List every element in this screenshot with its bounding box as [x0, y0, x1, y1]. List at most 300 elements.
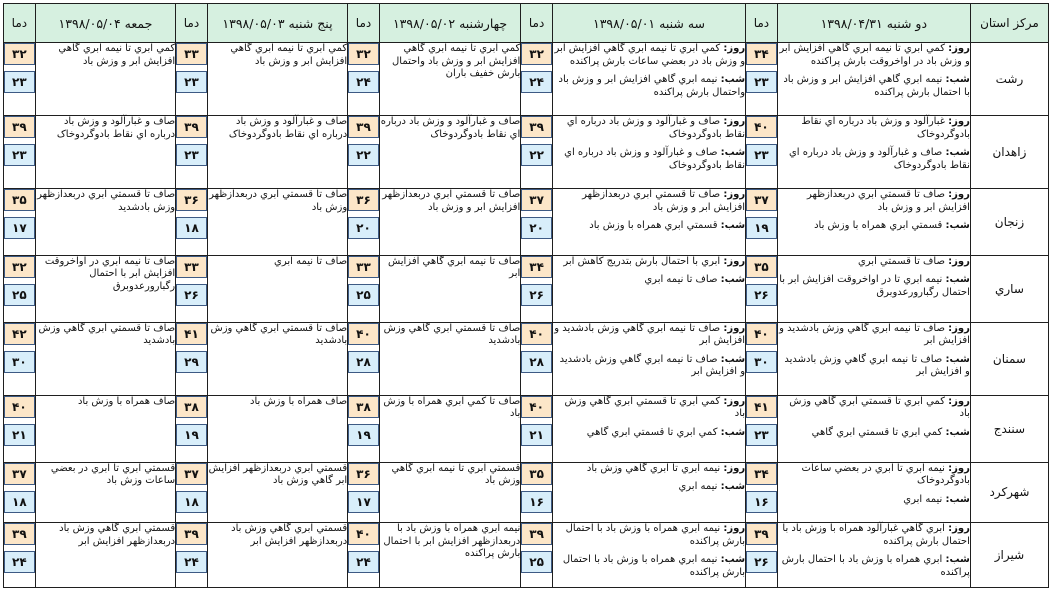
forecast-text: قسمتي ابري دربعدازظهر افزايش ابر گاهي وزش باد [208, 462, 348, 487]
forecast-text: صاف تا كمي ابري همراه با وزش باد [383, 395, 521, 420]
temperature-cell [746, 523, 778, 588]
forecast-description [552, 322, 745, 395]
forecast-description [777, 116, 970, 189]
temperature-cell [521, 322, 553, 395]
max-temperature: ۳۲ [4, 256, 35, 278]
temperature-cell [746, 395, 778, 462]
forecast-description [777, 462, 970, 523]
forecast-description [207, 255, 347, 322]
min-temperature: ۲۴ [521, 71, 552, 93]
night-forecast [778, 74, 970, 99]
forecast-text: صاف تا قسمتي ابري گاهي وزش بادشديد [383, 322, 521, 347]
temp-column-header: دما [176, 4, 208, 43]
max-temperature: ۴۱ [176, 323, 207, 345]
forecast-description [35, 189, 175, 256]
table-row [4, 189, 1049, 256]
temp-column-header: دما [348, 4, 380, 43]
day-forecast [778, 323, 970, 348]
temp-column-header: دما [521, 4, 553, 43]
day-label: روز: [723, 116, 746, 128]
night-label: شب: [720, 147, 746, 159]
table-row [4, 462, 1049, 523]
min-temperature: ۲۸ [348, 351, 379, 373]
max-temperature: ۳۲ [521, 43, 552, 65]
day-label: روز: [948, 322, 970, 334]
forecast-description [379, 189, 520, 256]
forecast-description [777, 395, 970, 462]
night-label: شب: [720, 220, 746, 232]
forecast-description [777, 189, 970, 256]
day-forecast-text: ابري با احتمال بارش بتدريج كاهش ابر [563, 255, 721, 267]
night-forecast-text: قسمتي ابري همراه با وزش باد [814, 220, 943, 232]
forecast-description [379, 43, 520, 116]
max-temperature: ۳۷ [4, 463, 35, 485]
temperature-cell [521, 255, 553, 322]
night-forecast-text: نيمه ابري گاهي افزايش ابر و وزش باد واحتمال بارش پراكنده [558, 74, 746, 98]
max-temperature: ۳۲ [4, 43, 35, 65]
max-temperature: ۴۰ [746, 116, 777, 138]
forecast-text: صاف تا قسمتي ابري گاهي وزش بادشديد [210, 322, 348, 347]
max-temperature: ۳۹ [176, 523, 207, 545]
forecast-text: صاف و غبارآلود و وزش باد درباره اي نقاط بادوگردوخاک [228, 116, 348, 140]
forecast-text: قسمتي ابري تا نيمه ابري گاهي وزش باد [391, 462, 521, 487]
min-temperature: ۲۳ [176, 71, 207, 93]
max-temperature: ۳۶ [176, 189, 207, 211]
night-forecast [778, 494, 970, 507]
day-forecast [778, 396, 970, 421]
forecast-description [35, 523, 175, 588]
night-label: شب: [945, 274, 970, 286]
day-forecast-text: صاف و غبارآلود و وزش باد درباره اي نقاط بادوگردوخاک [566, 116, 746, 140]
day-forecast [778, 116, 970, 141]
temperature-cell [176, 255, 208, 322]
day-forecast-text: نيمه ابري تا ابري در بعضي ساعات بادوگردوخاک [801, 462, 970, 487]
day-forecast [553, 523, 745, 548]
forecast-text: صاف همراه با وزش باد [77, 395, 176, 407]
day-header: جمعه ۱۳۹۸/۰۵/۰۴ [35, 4, 175, 43]
min-temperature: ۲۰ [521, 217, 552, 239]
max-temperature: ۳۹ [4, 116, 35, 138]
night-forecast [778, 354, 970, 379]
temperature-cell [746, 189, 778, 256]
night-forecast-text: نيمه ابري تا در اواخروقت افزايش ابر با احتمال رگبارورعدوبرق [779, 274, 970, 298]
forecast-text: صاف تا نيمه ابري در اواخروقت افزايش ابر با احتمال رگبارورعدوبرق [44, 255, 176, 292]
min-temperature: ۱۸ [176, 491, 207, 513]
min-temperature: ۲۹ [176, 351, 207, 373]
forecast-description [379, 322, 520, 395]
day-forecast-text: ابري گاهي غبارآلود همراه با وزش باد با احتمال بارش پراكنده [782, 523, 970, 547]
max-temperature: ۳۷ [176, 463, 207, 485]
temperature-cell [176, 322, 208, 395]
forecast-description [552, 255, 745, 322]
forecast-description [207, 189, 347, 256]
day-forecast-text: صاف تا قسمتي ابري دربعدازظهر افزايش ابر و وزش باد [582, 189, 746, 213]
night-forecast [553, 220, 745, 233]
temperature-cell [746, 322, 778, 395]
temperature-cell [521, 395, 553, 462]
forecast-text: قسمتي ابري تا ابري در بعضي ساعات وزش باد [50, 462, 176, 487]
night-forecast-text: نيمه ابري [678, 481, 718, 493]
max-temperature: ۴۰ [348, 523, 379, 545]
day-label: روز: [723, 322, 746, 334]
day-label: روز: [948, 255, 970, 267]
day-forecast-text: كمي ابري تا نيمه ابري گاهي افزايش ابر و وزش باد در اواخروقت بارش پراكنده [779, 43, 970, 67]
night-forecast [553, 554, 745, 579]
max-temperature: ۴۰ [348, 323, 379, 345]
night-forecast [553, 74, 745, 99]
forecast-description [777, 322, 970, 395]
max-temperature: ۴۰ [4, 396, 35, 418]
day-label: روز: [723, 43, 746, 54]
night-forecast-text: صاف تا نيمه ابري گاهي وزش بادشديد و افزايش ابر [784, 353, 970, 378]
min-temperature: ۲۳ [4, 144, 35, 166]
min-temperature: ۱۷ [4, 217, 35, 239]
forecast-description [379, 523, 520, 588]
forecast-description [552, 523, 745, 588]
day-header: سه شنبه ۱۳۹۸/۰۵/۰۱ [552, 4, 745, 43]
temperature-cell [4, 189, 36, 256]
temperature-cell [521, 189, 553, 256]
temperature-cell [521, 116, 553, 189]
day-forecast-text: صاف تا قسمتي ابري [857, 255, 945, 267]
night-label: شب: [945, 554, 970, 566]
temperature-cell [746, 43, 778, 116]
forecast-description [379, 255, 520, 322]
night-forecast [553, 274, 745, 287]
min-temperature: ۱۶ [746, 491, 777, 513]
day-forecast [778, 463, 970, 488]
night-forecast-text: نيمه ابري [903, 493, 943, 505]
forecast-text: قسمتي ابري گاهي وزش باد دربعدازظهر افزايش ابر [59, 523, 176, 547]
min-temperature: ۲۵ [348, 284, 379, 306]
day-forecast-text: كمي ابري تا قسمتي ابري گاهي وزش باد [789, 395, 970, 420]
temperature-cell [4, 322, 36, 395]
max-temperature: ۳۴ [746, 463, 777, 485]
day-label: روز: [948, 189, 970, 201]
forecast-description [35, 116, 175, 189]
day-forecast-text: صاف تا نيمه ابري گاهي وزش بادشديد و افزايش ابر [779, 322, 970, 347]
night-label: شب: [945, 426, 970, 438]
day-forecast [553, 116, 745, 141]
forecast-description [207, 116, 347, 189]
max-temperature: ۳۴ [746, 43, 777, 65]
night-label: شب: [720, 274, 746, 286]
day-label: روز: [723, 189, 746, 201]
day-label: روز: [948, 523, 970, 535]
night-forecast [553, 481, 745, 494]
min-temperature: ۲۴ [4, 551, 35, 573]
temperature-cell [176, 43, 208, 116]
forecast-description [379, 395, 520, 462]
province-name: سمنان [970, 322, 1048, 395]
day-forecast-text: غبارآلود و وزش باد درباره اي نقاط بادوگردوخاک [801, 116, 970, 140]
max-temperature: ۴۰ [521, 396, 552, 418]
temperature-cell [176, 116, 208, 189]
table-row [4, 322, 1049, 395]
day-label: روز: [723, 523, 746, 535]
night-label: شب: [720, 426, 746, 438]
province-name: سنندج [970, 395, 1048, 462]
temperature-cell [348, 523, 380, 588]
temperature-cell [348, 189, 380, 256]
forecast-text: صاف تا نيمه ابري [274, 255, 348, 267]
forecast-description [207, 322, 347, 395]
night-forecast [553, 354, 745, 379]
day-forecast [778, 256, 970, 269]
temperature-cell [348, 116, 380, 189]
day-forecast [553, 256, 745, 269]
forecast-description [35, 395, 175, 462]
max-temperature: ۴۰ [521, 323, 552, 345]
night-forecast-text: صاف و غبارآلود و وزش باد درباره اي نقاط بادوگردوخاک [564, 147, 746, 171]
night-forecast-text: نيمه ابري همراه با وزش باد با احتمال بارش پراكنده [562, 554, 746, 578]
forecast-description [552, 395, 745, 462]
day-label: روز: [948, 462, 970, 474]
night-forecast-text: صاف تا نيمه ابري گاهي وزش بادشديد و افزايش ابر [559, 353, 746, 378]
province-name: شهركرد [970, 462, 1048, 523]
forecast-text: صاف تا قسمتي ابري دربعدازظهر افزايش ابر و وزش باد [382, 189, 521, 213]
temperature-cell [176, 523, 208, 588]
min-temperature: ۲۳ [746, 144, 777, 166]
night-forecast-text: صاف تا نيمه ابري [644, 274, 718, 286]
max-temperature: ۴۲ [4, 323, 35, 345]
min-temperature: ۲۴ [176, 551, 207, 573]
forecast-text: كمي ابري تا نيمه ابري گاهي افزايش ابر و وزش باد واحتمال بارش خفيف باران [392, 43, 521, 79]
temperature-cell [746, 462, 778, 523]
day-forecast [778, 43, 970, 68]
night-forecast-text: صاف و غبارآلود و وزش باد درباره اي نقاط بادوگردوخاک [788, 147, 970, 171]
temp-column-header: دما [746, 4, 778, 43]
temperature-cell [348, 395, 380, 462]
night-label: شب: [720, 554, 746, 566]
temperature-cell [4, 395, 36, 462]
temperature-cell [176, 189, 208, 256]
max-temperature: ۳۴ [521, 256, 552, 278]
min-temperature: ۳۰ [746, 351, 777, 373]
max-temperature: ۳۹ [746, 523, 777, 545]
forecast-description [777, 43, 970, 116]
night-label: شب: [945, 147, 970, 159]
forecast-text: قسمتي ابري گاهي وزش باد دربعدازظهر افزايش ابر [231, 523, 348, 547]
max-temperature: ۳۲ [348, 43, 379, 65]
max-temperature: ۳۵ [746, 256, 777, 278]
forecast-description [207, 43, 347, 116]
max-temperature: ۳۳ [348, 256, 379, 278]
temperature-cell [521, 43, 553, 116]
day-header: پنج شنبه ۱۳۹۸/۰۵/۰۳ [207, 4, 347, 43]
min-temperature: ۲۳ [176, 144, 207, 166]
forecast-description [552, 462, 745, 523]
temperature-cell [176, 395, 208, 462]
day-label: روز: [723, 462, 746, 474]
forecast-text: صاف همراه با وزش باد [249, 395, 348, 407]
night-forecast [778, 554, 970, 579]
table-row [4, 116, 1049, 189]
day-forecast-text: نيمه ابري تا ابري گاهي وزش باد [586, 462, 721, 474]
min-temperature: ۲۳ [746, 71, 777, 93]
min-temperature: ۲۱ [4, 424, 35, 446]
night-label: شب: [945, 74, 970, 85]
day-label: روز: [948, 43, 970, 54]
min-temperature: ۲۲ [348, 144, 379, 166]
forecast-description [379, 116, 520, 189]
day-forecast [553, 43, 745, 68]
forecast-description [207, 523, 347, 588]
day-label: روز: [723, 255, 746, 267]
day-forecast [778, 189, 970, 214]
night-forecast [553, 147, 745, 172]
night-forecast-text: قسمتي ابري همراه با وزش باد [589, 220, 718, 232]
min-temperature: ۱۷ [348, 491, 379, 513]
temperature-cell [4, 523, 36, 588]
min-temperature: ۱۹ [176, 424, 207, 446]
temperature-cell [348, 43, 380, 116]
forecast-description [35, 255, 175, 322]
forecast-description [552, 43, 745, 116]
forecast-description [777, 255, 970, 322]
temperature-cell [348, 322, 380, 395]
day-forecast-text: كمي ابري تا قسمتي ابري گاهي وزش باد [564, 395, 746, 420]
forecast-description [552, 116, 745, 189]
temperature-cell [176, 462, 208, 523]
province-name: ساري [970, 255, 1048, 322]
day-forecast [553, 396, 745, 421]
max-temperature: ۳۹ [521, 523, 552, 545]
forecast-description [35, 322, 175, 395]
temperature-cell [746, 116, 778, 189]
day-label: روز: [948, 395, 970, 407]
day-label: روز: [723, 395, 746, 407]
min-temperature: ۲۶ [176, 284, 207, 306]
max-temperature: ۳۹ [4, 523, 35, 545]
temp-column-header: دما [4, 4, 36, 43]
max-temperature: ۴۰ [746, 323, 777, 345]
min-temperature: ۱۸ [176, 217, 207, 239]
day-header: دو شنبه ۱۳۹۸/۰۴/۳۱ [777, 4, 970, 43]
forecast-description [35, 43, 175, 116]
night-forecast [778, 427, 970, 440]
day-label: روز: [948, 116, 970, 128]
max-temperature: ۳۷ [746, 189, 777, 211]
province-name: زنجان [970, 189, 1048, 256]
forecast-text: نيمه ابري همراه با وزش باد با دربعدازظهر افزايش ابر با احتمال بارش پراكنده [383, 523, 521, 560]
forecast-description [552, 189, 745, 256]
day-forecast [553, 189, 745, 214]
forecast-table [3, 3, 1049, 588]
night-label: شب: [945, 353, 970, 365]
forecast-text: صاف و غبارآلود و وزش باد درباره اي نقاط بادوگردوخاک [380, 116, 521, 140]
min-temperature: ۱۸ [4, 491, 35, 513]
night-forecast-text: كمي ابري تا قسمتي ابري گاهي [586, 426, 718, 438]
min-temperature: ۲۰ [348, 217, 379, 239]
min-temperature: ۲۵ [4, 284, 35, 306]
max-temperature: ۳۵ [521, 463, 552, 485]
day-forecast-text: صاف تا نيمه ابري گاهي وزش بادشديد و افزايش ابر [554, 322, 746, 347]
max-temperature: ۳۵ [4, 189, 35, 211]
forecast-description [379, 462, 520, 523]
min-temperature: ۲۳ [746, 424, 777, 446]
max-temperature: ۳۹ [348, 116, 379, 138]
min-temperature: ۳۰ [4, 351, 35, 373]
night-forecast-text: ابري همراه با وزش باد با احتمال بارش پراكنده [781, 554, 970, 578]
night-label: شب: [720, 353, 746, 365]
province-name: شيراز [970, 523, 1048, 588]
max-temperature: ۳۸ [176, 396, 207, 418]
max-temperature: ۴۱ [746, 396, 777, 418]
temperature-cell [348, 462, 380, 523]
day-header: چهارشنبه ۱۳۹۸/۰۵/۰۲ [379, 4, 520, 43]
min-temperature: ۲۸ [521, 351, 552, 373]
table-row [4, 255, 1049, 322]
province-name: زاهدان [970, 116, 1048, 189]
day-forecast [778, 523, 970, 548]
min-temperature: ۲۶ [521, 284, 552, 306]
max-temperature: ۳۹ [176, 116, 207, 138]
temperature-cell [521, 462, 553, 523]
header-row [4, 4, 1049, 43]
temperature-cell [4, 255, 36, 322]
min-temperature: ۲۶ [746, 551, 777, 573]
table-row [4, 43, 1049, 116]
forecast-description [207, 395, 347, 462]
min-temperature: ۲۳ [4, 71, 35, 93]
forecast-description [207, 462, 347, 523]
temperature-cell [4, 43, 36, 116]
province-column-header: مرکز استان [970, 4, 1048, 43]
forecast-text: كمي ابري تا نيمه ابري گاهي افزايش ابر و وزش باد [58, 43, 176, 67]
max-temperature: ۳۹ [521, 116, 552, 138]
max-temperature: ۳۳ [176, 256, 207, 278]
day-forecast [553, 463, 745, 476]
night-label: شب: [720, 74, 746, 85]
max-temperature: ۳۷ [521, 189, 552, 211]
forecast-rows [4, 43, 1049, 588]
forecast-description [35, 462, 175, 523]
day-forecast-text: صاف تا قسمتي ابري دربعدازظهر افزايش ابر و وزش باد [806, 189, 970, 213]
night-forecast-text: كمي ابري تا قسمتي ابري گاهي [811, 426, 943, 438]
forecast-text: صاف تا قسمتي ابري دربعدازظهر وزش باد [209, 189, 348, 213]
forecast-description [777, 523, 970, 588]
min-temperature: ۱۹ [348, 424, 379, 446]
temperature-cell [521, 523, 553, 588]
forecast-text: صاف تا قسمتي ابري گاهي وزش بادشديد [38, 322, 176, 347]
min-temperature: ۲۴ [348, 551, 379, 573]
table-row [4, 523, 1049, 588]
min-temperature: ۱۹ [746, 217, 777, 239]
temperature-cell [4, 462, 36, 523]
forecast-text: صاف تا نيمه ابري گاهي افزايش ابر [387, 255, 521, 280]
day-forecast-text: نيمه ابري همراه با وزش باد با احتمال بارش پراكنده [565, 523, 746, 547]
min-temperature: ۲۵ [521, 551, 552, 573]
night-forecast [778, 220, 970, 233]
min-temperature: ۱۶ [521, 491, 552, 513]
min-temperature: ۲۶ [746, 284, 777, 306]
night-forecast [778, 147, 970, 172]
max-temperature: ۳۳ [176, 43, 207, 65]
temperature-cell [4, 116, 36, 189]
max-temperature: ۳۶ [348, 189, 379, 211]
max-temperature: ۳۶ [348, 463, 379, 485]
night-label: شب: [945, 220, 970, 232]
forecast-text: كمي ابري تا نيمه ابري گاهي افزايش ابر و وزش باد [230, 43, 348, 67]
forecast-text: صاف و غبارآلود و وزش باد درباره اي نقاط بادوگردوخاک [56, 116, 176, 140]
min-temperature: ۲۲ [521, 144, 552, 166]
night-forecast-text: نيمه ابري گاهي افزايش ابر و وزش باد با احتمال بارش پراكنده [783, 74, 970, 98]
temperature-cell [348, 255, 380, 322]
night-forecast [553, 427, 745, 440]
day-forecast-text: كمي ابري تا نيمه ابري گاهي افزايش ابر و وزش باد در بعضي ساعات بارش پراكنده [554, 43, 746, 67]
night-label: شب: [720, 481, 746, 493]
